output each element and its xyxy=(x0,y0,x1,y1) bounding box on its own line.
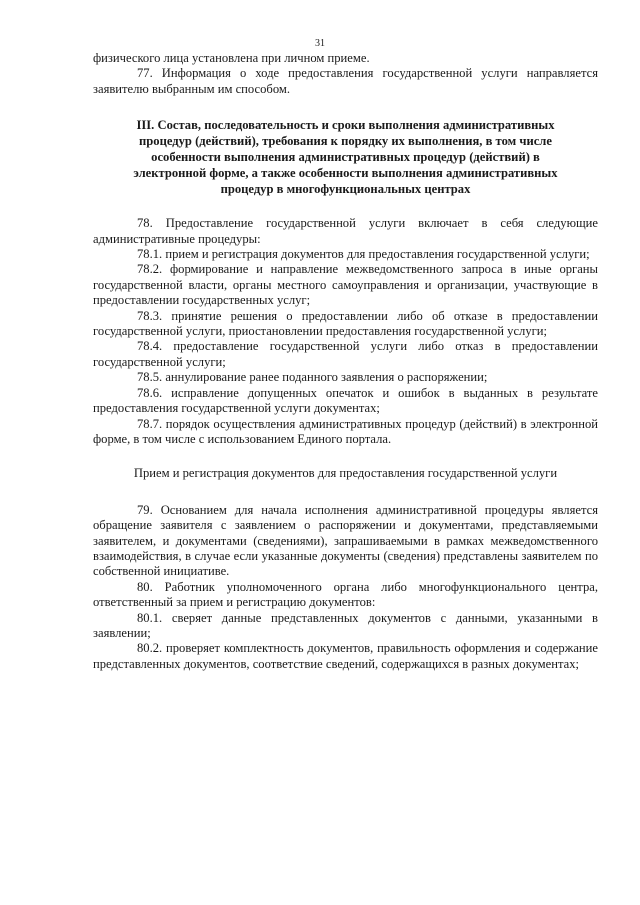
paragraph-78-4: 78.4. предоставление государственной услуги либо отказ в предоставлении государственной услуги; xyxy=(93,339,598,369)
paragraph-78-7: 78.7. порядок осуществления административных процедур (действий) в электронной форме, в том числе с использованием Единого портала. xyxy=(93,416,598,446)
paragraph-78: 78. Предоставление государственной услуги включает в себя следующие административные процедуры: xyxy=(93,216,598,246)
paragraph-continuation: физического лица установлена при личном приеме. xyxy=(93,51,370,65)
document-body xyxy=(93,51,598,672)
section-heading: III. Состав, последовательность и сроки выполнения административных процедур (действий), требования к порядку их выполнения, в том числе особенности выполнения административных процедур (действий) в электронной форме, а также особенности выполнения административных процедур в многофункциональных центрах xyxy=(133,118,558,197)
subsection-heading: Прием и регистрация документов для предоставления государственной услуги xyxy=(133,466,558,481)
paragraph-80-1: 80.1. сверяет данные представленных документов с данными, указанными в заявлении; xyxy=(93,610,598,641)
paragraph-78-1: 78.1. прием и регистрация документов для предоставления государственной услуги; xyxy=(137,247,590,262)
paragraph-78-2: 78.2. формирование и направление межведомственного запроса в иные органы государственной власти, органы местного самоуправления и организации, участвующие в предоставлении государственных услуг; xyxy=(93,262,598,308)
paragraph-80: 80. Работник уполномоченного органа либо многофункционального центра, ответственный за прием и регистрацию документов: xyxy=(93,579,598,610)
paragraph-79: 79. Основанием для начала исполнения административной процедуры является обращение заявителя с заявлением о распоряжении и документами, представляемыми заявителем, и документами (сведениями), запрашиваемыми в рамках межведомственного взаимодействия, в случае если указанные документы (сведения) представлены заявителем по собственной инициативе. xyxy=(93,502,598,579)
page-number: 31 xyxy=(315,38,325,49)
paragraph-78-6: 78.6. исправление допущенных опечаток и ошибок в выданных в результате предоставления государственной услуги документах; xyxy=(93,385,598,416)
paragraph-78-5: 78.5. аннулирование ранее поданного заявления о распоряжении; xyxy=(137,370,488,385)
paragraph-78-3: 78.3. принятие решения о предоставлении либо об отказе в предоставлении государственной услуги, приостановлении предоставления государственной услуги; xyxy=(93,308,598,339)
paragraph-77: 77. Информация о ходе предоставления государственной услуги направляется заявителю выбранным им способом. xyxy=(93,66,598,96)
paragraph-80-2: 80.2. проверяет комплектность документов, правильность оформления и содержание представленных документов, соответствие сведений, содержащихся в разных документах; xyxy=(93,641,598,671)
